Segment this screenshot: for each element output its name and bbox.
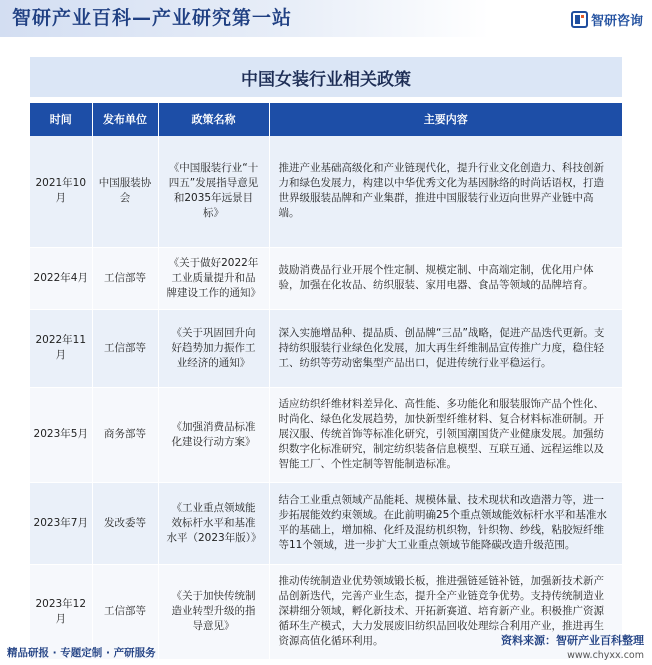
table-header-row — [30, 103, 622, 136]
cell-issuer: 商务部等 — [92, 387, 158, 482]
cell-content: 鼓励消费品行业开展个性定制、规模定制、中高端定制，优化用户体验，加强在化妆品、纺织服装、家用电器、食品等领域的品牌培育。 — [269, 247, 622, 309]
site-title: 智研产业百科—产业研究第一站 — [12, 7, 293, 29]
cell-policy-name: 《中国服装行业“十四五”发展指导意见和2035年远景目标》 — [158, 136, 269, 247]
cell-policy-name: 《加强消费品标准化建设行动方案》 — [158, 387, 269, 482]
policy-table — [30, 103, 622, 660]
cell-content: 深入实施增品种、提品质、创品牌“三品”战略，促进产品迭代更新。支持纺织服装行业绿色化发展，加大再生纤维制品宣传推广力度，稳住轻工、纺织等劳动密集型产品出口，促进传统行业平稳运行。 — [269, 309, 622, 387]
website-link[interactable]: www.chyxx.com — [567, 650, 644, 661]
table-row — [30, 309, 622, 387]
cell-content: 推动传统制造业优势领域锻长板，推进强链延链补链，加强新技术新产品创新迭代，完善产业生态，提升全产业链竞争优势。支持传统制造业深耕细分领域，孵化新技术、开拓新赛道、培育新产业。积极推广资源循环生产模式，大力发展废旧纺织品回收处理综合利用产业，推进再生资源高值化循环利用。 — [269, 564, 622, 659]
cell-content: 结合工业重点领域产品能耗、规模体量、技术现状和改造潜力等，进一步拓展能效约束领域。在此前明确25个重点领域能效标杆水平和基准水平的基础上，增加棉、化纤及混纺机织物，针织物、纱线，粘胶短纤维等11个领域，进一步扩大工业重点领域节能降碳改造升级范围。 — [269, 482, 622, 564]
cell-issuer: 工信部等 — [92, 309, 158, 387]
table-row — [30, 387, 622, 482]
cell-issuer: 工信部等 — [92, 564, 158, 659]
document-title-bar — [30, 57, 622, 97]
cell-policy-name: 《关于做好2022年工业质量提升和品牌建设工作的通知》 — [158, 247, 269, 309]
cell-time: 2023年12月 — [30, 564, 92, 659]
column-header-content: 主要内容 — [269, 103, 622, 136]
column-header-time: 时间 — [30, 103, 92, 136]
cell-issuer: 工信部等 — [92, 247, 158, 309]
table-row — [30, 136, 622, 247]
brand-logo[interactable] — [571, 10, 643, 29]
site-header — [0, 0, 652, 37]
cell-policy-name: 《关于巩固回升向好趋势加力振作工业经济的通知》 — [158, 309, 269, 387]
source-note: 资料来源：智研产业百科整理 — [501, 634, 644, 647]
cell-time: 2022年4月 — [30, 247, 92, 309]
cell-time: 2023年7月 — [30, 482, 92, 564]
cell-time: 2021年10月 — [30, 136, 92, 247]
brand-logo-text: 智研咨询 — [590, 14, 643, 29]
cell-time: 2023年5月 — [30, 387, 92, 482]
cell-issuer: 发改委等 — [92, 482, 158, 564]
cell-issuer: 中国服装协会 — [92, 136, 158, 247]
column-header-issuer: 发布单位 — [92, 103, 158, 136]
footer-tagline: 精品研报 · 专题定制 · 产研服务 — [7, 647, 156, 659]
cell-policy-name: 《关于加快传统制造业转型升级的指导意见》 — [158, 564, 269, 659]
table-row — [30, 247, 622, 309]
brand-logo-icon — [571, 11, 588, 28]
column-header-policy: 政策名称 — [158, 103, 269, 136]
cell-content: 适应纺织纤维材料差异化、高性能、多功能化和服装服饰产品个性化、时尚化、绿色化发展趋势，加快新型纤维材料、复合材料标准研制。开展汉服、传统首饰等标准化研究，引领国潮国货产业健康发展。加强纺织数字化标准研究，制定纺织装备信息模型、互联互通、远程运维以及智能工厂、个性定制等智能制造标准。 — [269, 387, 622, 482]
cell-content: 推进产业基础高级化和产业链现代化，提升行业文化创造力、科技创新力和绿色发展力，构建以中华优秀文化为基因脉络的时尚话语权，打造世界级服装品牌和产业集群，推进中国服装行业迈向世界产业链中高端。 — [269, 136, 622, 247]
document-title: 中国女装行业相关政策 — [241, 69, 411, 90]
table-row — [30, 482, 622, 564]
cell-time: 2022年11月 — [30, 309, 92, 387]
cell-policy-name: 《工业重点领域能效标杆水平和基准水平（2023年版）》 — [158, 482, 269, 564]
